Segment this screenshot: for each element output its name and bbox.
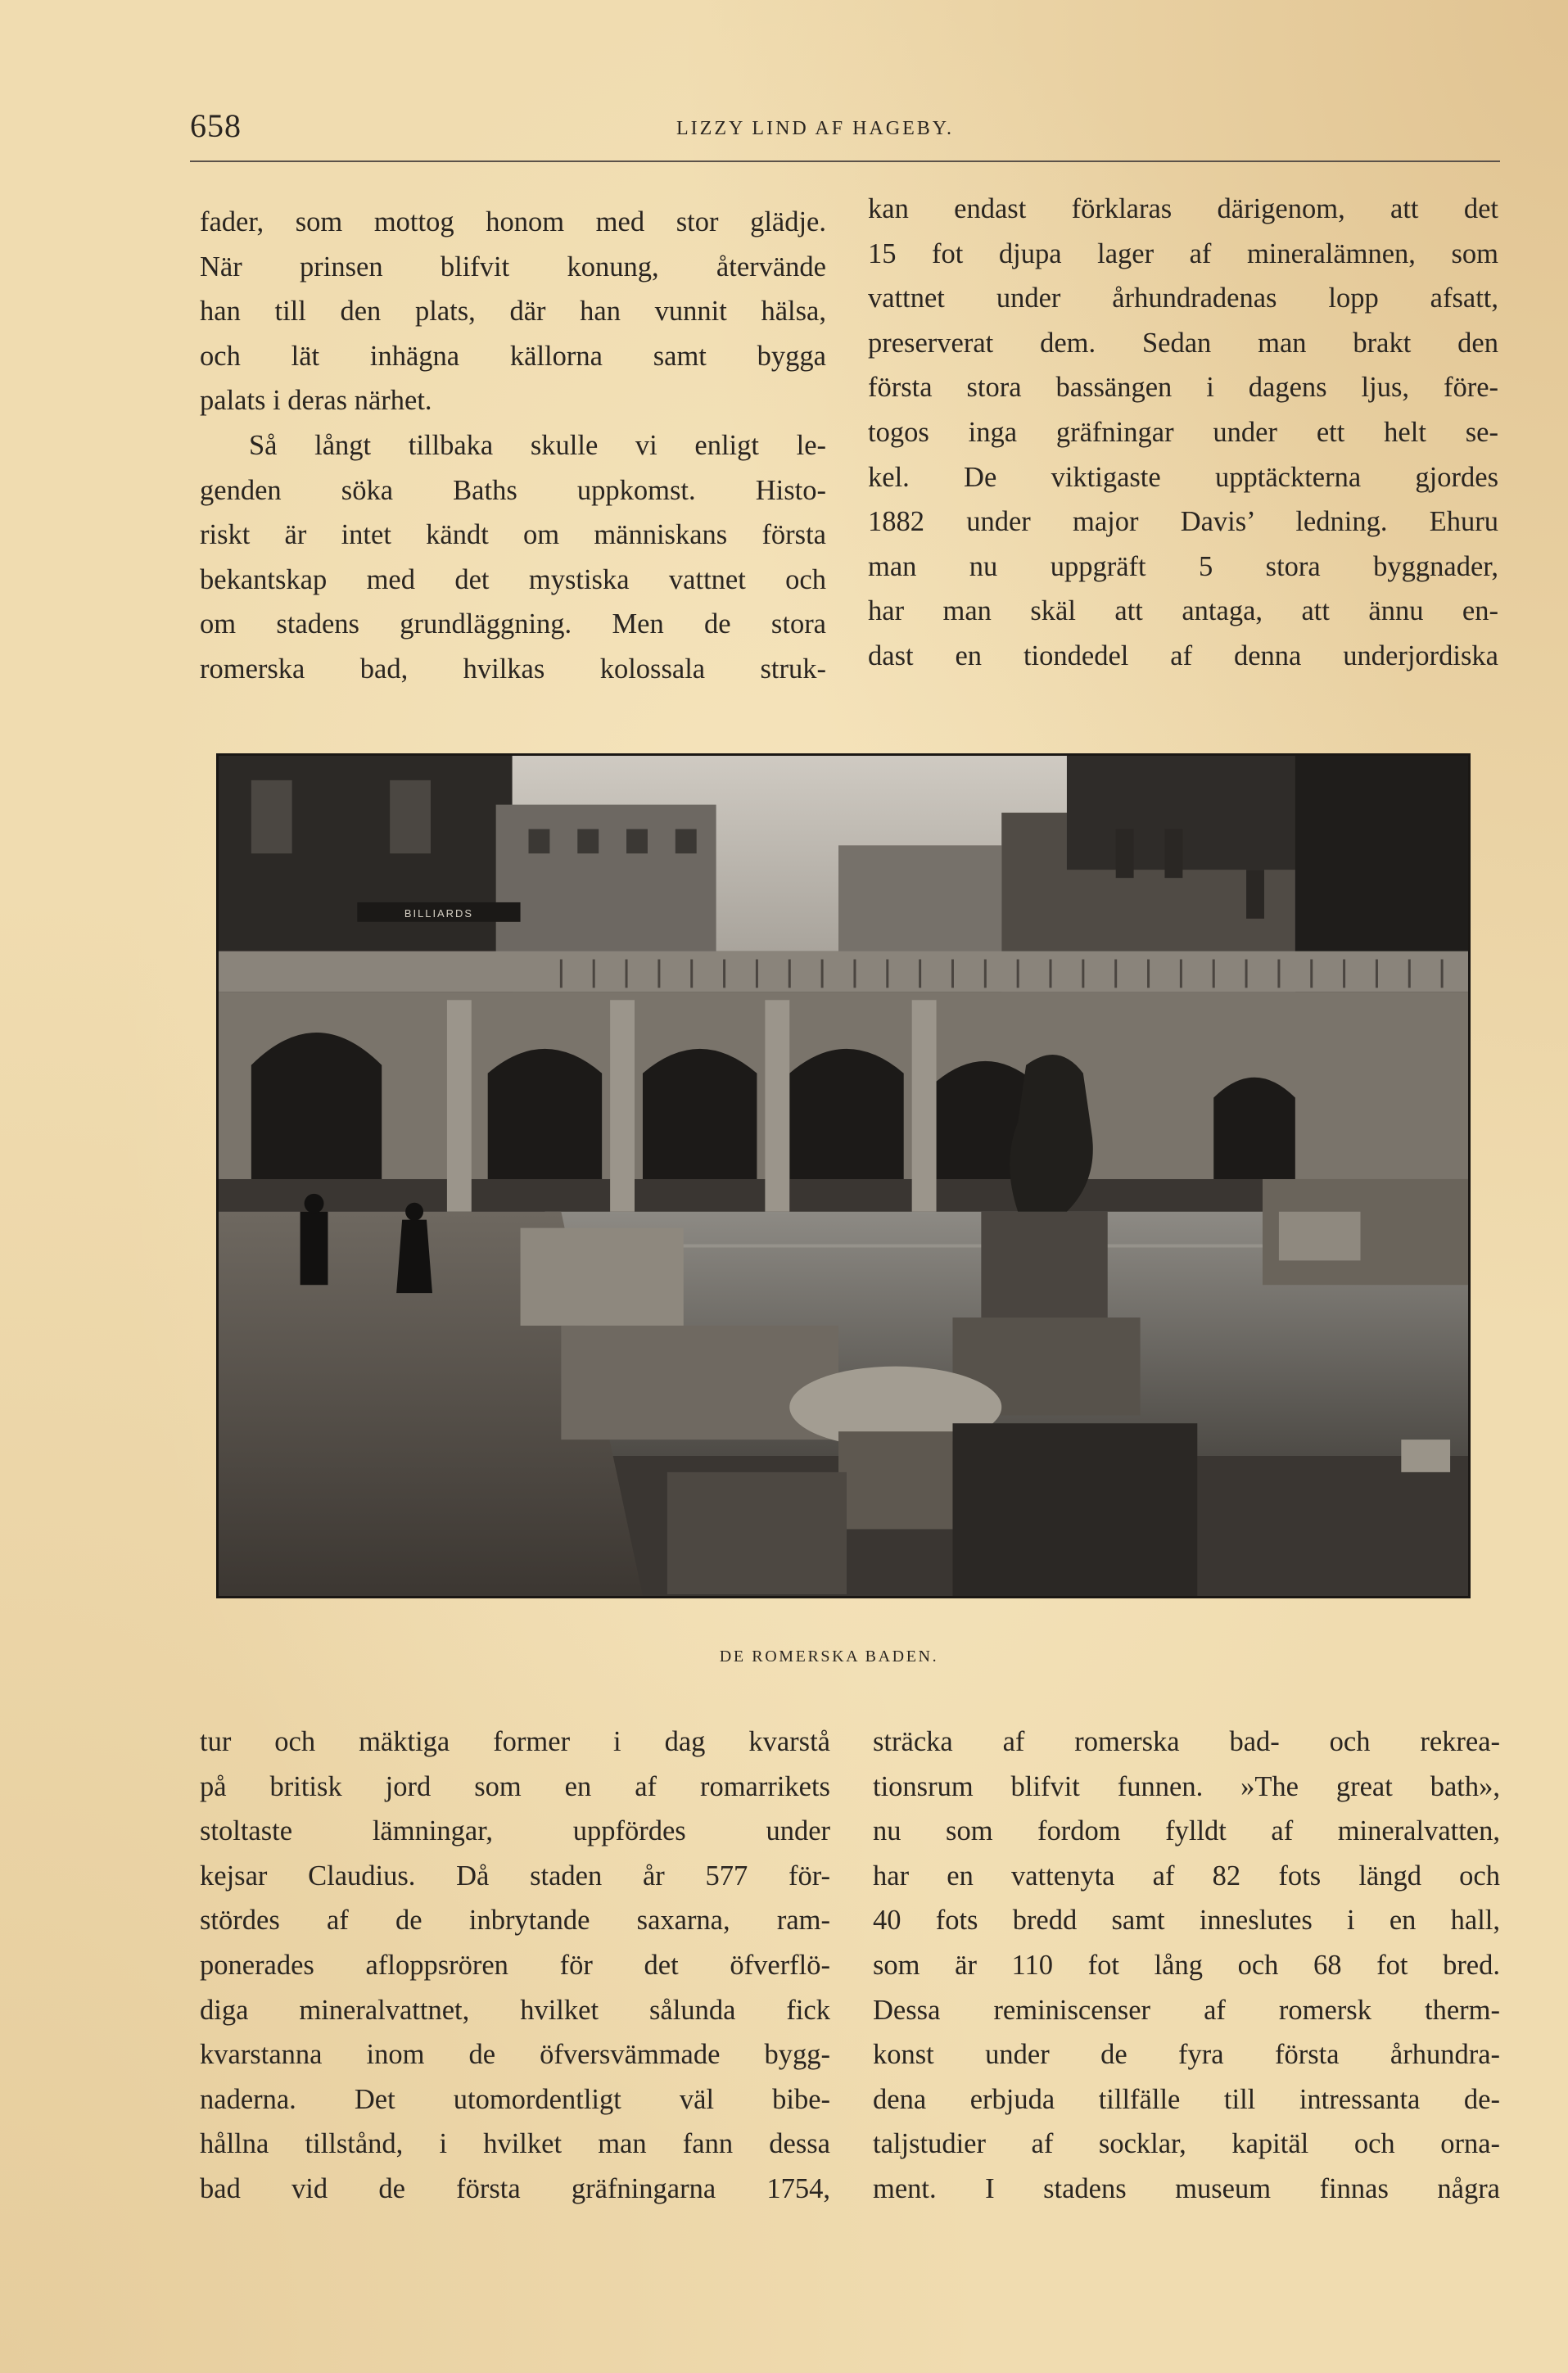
text-line: romerska bad, hvilkas kolossala struk-	[200, 653, 826, 685]
text-line: Dessa reminiscenser af romersk therm-	[873, 1994, 1500, 2026]
text-line: ponerades afloppsrören för det öfverflö-	[200, 1949, 830, 1981]
text-line: nu som fordom fylldt af mineralvatten,	[873, 1815, 1500, 1847]
text-line: och lät inhägna källorna samt bygga	[200, 340, 826, 372]
photo-illustration	[219, 756, 1468, 1596]
header-rule	[190, 160, 1500, 162]
running-title: LIZZY LIND AF HAGEBY.	[676, 118, 954, 139]
text-line: naderna. Det utomordentligt väl bibe-	[200, 2083, 830, 2115]
ruin-block	[521, 1228, 684, 1326]
text-column-top-left	[200, 200, 826, 692]
text-line: han till den plats, där han vunnit hälsa,	[200, 296, 826, 328]
text-line: hållna tillstånd, i hvilket man fann dessa	[200, 2128, 830, 2160]
text-line: kejsar Claudius. Då staden år 577 för-	[200, 1860, 830, 1892]
text-line: sträcka af romerska bad- och rekrea-	[873, 1726, 1500, 1757]
figure-caption: DE ROMERSKA BADEN.	[719, 1648, 939, 1666]
text-line: När prinsen blifvit konung, återvände	[200, 251, 826, 282]
text-line: togos inga gräfningar under ett helt se-	[868, 416, 1498, 448]
text-line: ment. I stadens museum finnas några	[873, 2172, 1500, 2204]
text-line: stördes af de inbrytande saxarna, ram-	[200, 1905, 830, 1937]
text-line: taljstudier af socklar, kapitäl och orna-	[873, 2128, 1500, 2160]
page-header	[190, 106, 1500, 156]
text-line: stoltaste lämningar, uppfördes under	[200, 1815, 830, 1847]
page-number: 658	[190, 107, 242, 144]
text-column-top-right	[868, 187, 1498, 679]
text-line: första stora bassängen i dagens ljus, före-	[868, 372, 1498, 404]
statue-pedestal	[981, 1212, 1107, 1318]
text-column-bottom-left	[200, 1720, 830, 2212]
text-line: fader, som mottog honom med stor glädje.	[200, 206, 826, 237]
text-line: 40 fots bredd samt inneslutes i en hall,	[873, 1905, 1500, 1937]
text-line: dena erbjuda tillfälle till intressanta de-	[873, 2083, 1500, 2115]
text-line: vattnet under århundradenas lopp afsatt,	[868, 282, 1498, 314]
text-line: bekantskap med det mystiska vattnet och	[200, 563, 826, 595]
text-line: har en vattenyta af 82 fots längd och	[873, 1860, 1500, 1892]
text-line: har man skäl att antaga, att ännu en-	[868, 595, 1498, 627]
text-line: kel. De viktigaste upptäckterna gjordes	[868, 461, 1498, 493]
text-line: riskt är intet kändt om människans första	[200, 519, 826, 551]
text-line: dast en tiondedel af denna underjordiska	[868, 640, 1498, 671]
building-center	[496, 805, 716, 960]
text-line: man nu uppgräft 5 stora byggnader,	[868, 550, 1498, 582]
text-line: 15 fot djupa lager af mineralämnen, som	[868, 237, 1498, 269]
billiards-sign-label: BILLIARDS	[404, 906, 473, 920]
text-line: som är 110 fot lång och 68 fot bred.	[873, 1949, 1500, 1981]
text-line: Så långt tillbaka skulle vi enligt le-	[249, 429, 826, 461]
text-line: palats i deras närhet.	[200, 385, 432, 417]
balustrade	[219, 951, 1468, 992]
text-line: 1882 under major Davis’ ledning. Ehuru	[868, 506, 1498, 538]
text-line: om stadens grundläggning. Men de stora	[200, 608, 826, 640]
photograph-roman-baths	[216, 753, 1471, 1598]
text-line: på britisk jord som en af romarrikets	[200, 1770, 830, 1802]
text-line: kvarstanna inom de öfversvämmade bygg-	[200, 2039, 830, 2071]
text-column-bottom-right	[873, 1720, 1500, 2212]
text-line: preserverat dem. Sedan man brakt den	[868, 327, 1498, 359]
text-line: tur och mäktiga former i dag kvarstå	[200, 1726, 830, 1757]
text-line: tionsrum blifvit funnen. »The great bath»,	[873, 1770, 1500, 1802]
text-line: genden söka Baths uppkomst. Histo-	[200, 474, 826, 506]
text-line: diga mineralvattnet, hvilket sålunda fick	[200, 1994, 830, 2026]
text-line: kan endast förklaras därigenom, att det	[868, 193, 1498, 224]
text-line: bad vid de första gräfningarna 1754,	[200, 2172, 830, 2204]
text-line: konst under de fyra första århundra-	[873, 2039, 1500, 2071]
figure-person	[300, 1212, 328, 1285]
